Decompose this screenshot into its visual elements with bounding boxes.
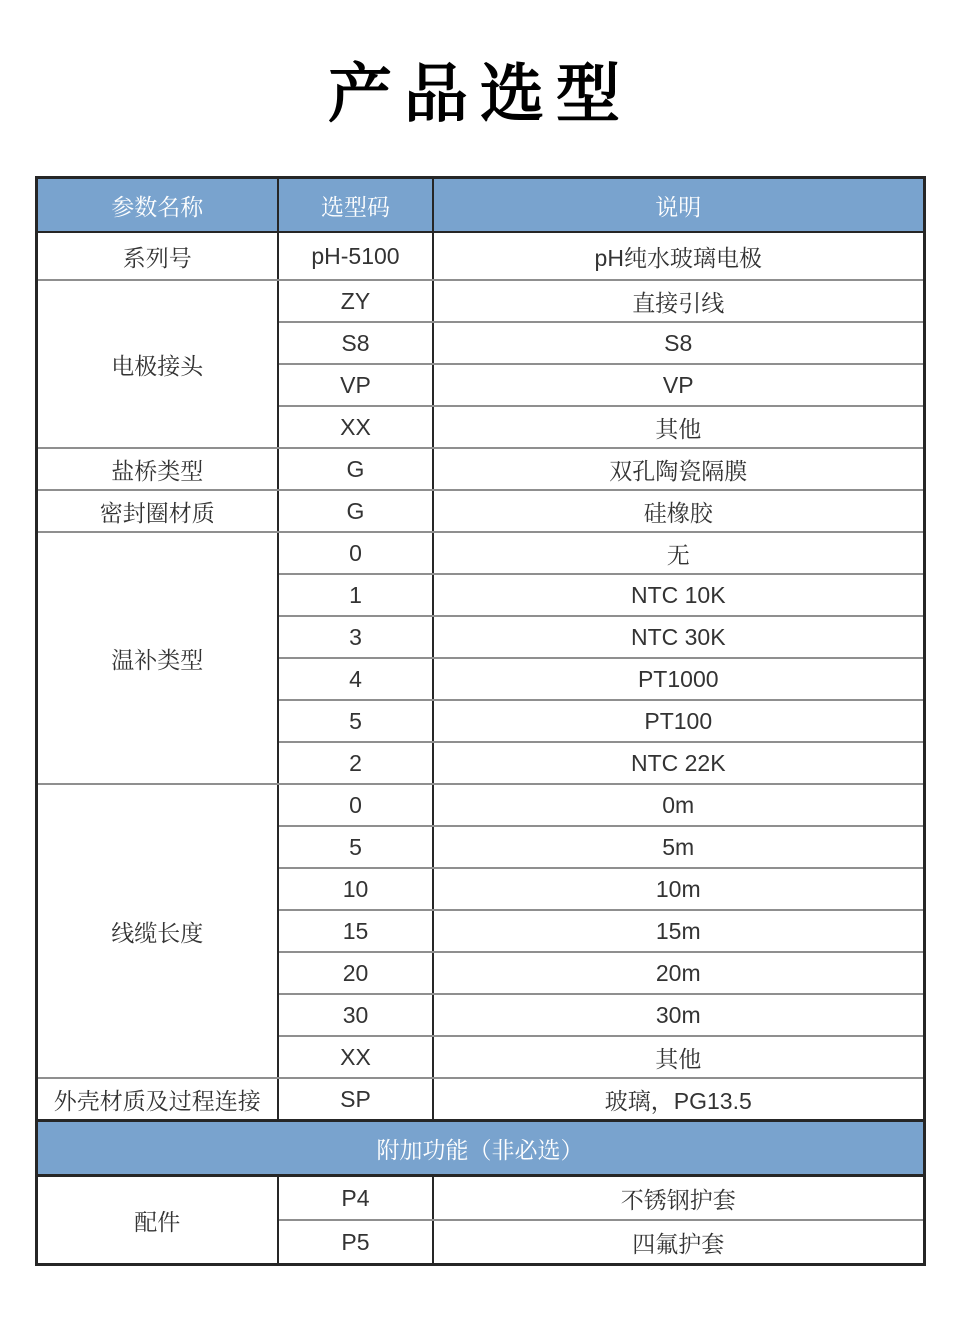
code-cell: 10 — [278, 868, 433, 910]
code-cell: 5 — [278, 826, 433, 868]
code-cell: ZY — [278, 280, 433, 322]
banner-cell: 附加功能（非必选） — [36, 1121, 924, 1176]
desc-cell: VP — [433, 364, 924, 406]
code-cell: 15 — [278, 910, 433, 952]
desc-cell: 20m — [433, 952, 924, 994]
code-cell: 1 — [278, 574, 433, 616]
code-cell: 30 — [278, 994, 433, 1036]
page-title: 产品选型 — [328, 58, 632, 130]
desc-cell: 硅橡胶 — [433, 490, 924, 532]
desc-cell: PT1000 — [433, 658, 924, 700]
param-cell: 电极接头 — [36, 280, 278, 448]
desc-cell: 直接引线 — [433, 280, 924, 322]
param-cell: 系列号 — [36, 232, 278, 280]
code-cell: S8 — [278, 322, 433, 364]
desc-cell: NTC 10K — [433, 574, 924, 616]
code-cell: XX — [278, 1036, 433, 1078]
desc-cell: 双孔陶瓷隔膜 — [433, 448, 924, 490]
code-cell: 0 — [278, 784, 433, 826]
code-cell: P4 — [278, 1176, 433, 1221]
code-cell: 3 — [278, 616, 433, 658]
code-cell: 4 — [278, 658, 433, 700]
param-cell: 线缆长度 — [36, 784, 278, 1078]
param-cell: 配件 — [36, 1176, 278, 1265]
col-header-param: 参数名称 — [36, 178, 278, 233]
product-selection-table — [35, 176, 926, 1266]
code-cell: pH-5100 — [278, 232, 433, 280]
desc-cell: 玻璃，PG13.5 — [433, 1078, 924, 1121]
table-row — [36, 280, 924, 322]
code-cell: P5 — [278, 1220, 433, 1265]
desc-cell: NTC 22K — [433, 742, 924, 784]
desc-cell: 其他 — [433, 1036, 924, 1078]
desc-cell: 四氟护套 — [433, 1220, 924, 1265]
desc-cell: PT100 — [433, 700, 924, 742]
param-cell: 密封圈材质 — [36, 490, 278, 532]
param-cell: 温补类型 — [36, 532, 278, 784]
code-cell: 5 — [278, 700, 433, 742]
table-row — [36, 490, 924, 532]
table-row — [36, 1078, 924, 1121]
table-row — [36, 448, 924, 490]
desc-cell: S8 — [433, 322, 924, 364]
desc-cell: pH纯水玻璃电极 — [433, 232, 924, 280]
code-cell: G — [278, 448, 433, 490]
col-header-desc: 说明 — [433, 178, 924, 233]
param-cell: 盐桥类型 — [36, 448, 278, 490]
col-header-code: 选型码 — [278, 178, 433, 233]
code-cell: G — [278, 490, 433, 532]
desc-cell: 15m — [433, 910, 924, 952]
table-row — [36, 232, 924, 280]
table-header-row — [36, 178, 924, 233]
table-row — [36, 1176, 924, 1221]
desc-cell: 10m — [433, 868, 924, 910]
desc-cell: 其他 — [433, 406, 924, 448]
desc-cell: 5m — [433, 826, 924, 868]
table-row — [36, 532, 924, 574]
desc-cell: 无 — [433, 532, 924, 574]
code-cell: 0 — [278, 532, 433, 574]
desc-cell: NTC 30K — [433, 616, 924, 658]
code-cell: VP — [278, 364, 433, 406]
code-cell: 2 — [278, 742, 433, 784]
desc-cell: 30m — [433, 994, 924, 1036]
table-row — [36, 784, 924, 826]
table-banner-row — [36, 1121, 924, 1176]
desc-cell: 0m — [433, 784, 924, 826]
code-cell: 20 — [278, 952, 433, 994]
param-cell: 外壳材质及过程连接 — [36, 1078, 278, 1121]
desc-cell: 不锈钢护套 — [433, 1176, 924, 1221]
code-cell: XX — [278, 406, 433, 448]
code-cell: SP — [278, 1078, 433, 1121]
